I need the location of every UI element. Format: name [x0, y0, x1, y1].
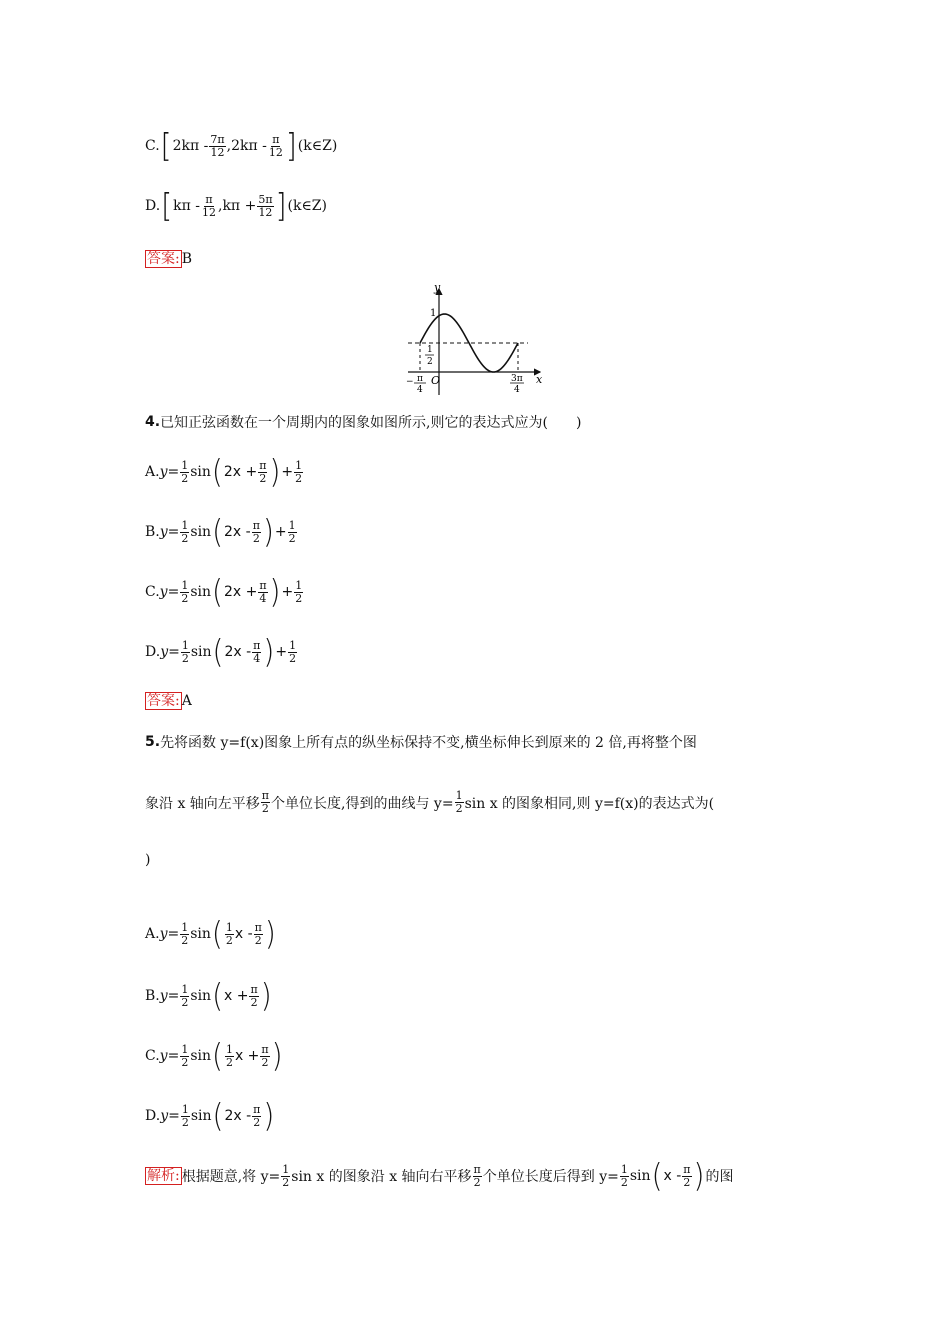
solution-label: 解析:: [147, 1168, 180, 1184]
left-tick-num: π: [417, 374, 423, 384]
half-den: 2: [427, 357, 433, 367]
y-axis-label: y: [434, 283, 441, 294]
q4-option-d: D. y= $\frac{1}{2}$ sin ( 2x - $\frac{\pi}{4}$ ) + $\frac{1}{2}$: [145, 632, 297, 671]
answer-value: B: [181, 251, 193, 267]
q5-stem-line2: 象沿 x 轴向左平移 $\frac{\pi}{2}$ 个单位长度,得到的曲线与 y= $\frac{1}{2}$ sin x 的图象相同,则 y=f(x)的表达式为(: [145, 789, 715, 815]
x-axis-label: x: [536, 373, 543, 386]
q5-option-a: A. y= $\frac{1}{2}$ sin ( $\frac{1}{2}$ x - $\frac{\pi}{2}$ ): [145, 914, 276, 953]
left-tick-sign: −: [406, 377, 414, 387]
q4-option-b: B. y= $\frac{1}{2}$ sin ( 2x - $\frac{\pi}{2}$ ) + $\frac{1}{2}$: [145, 512, 296, 551]
q4-option-a: A. y= $\frac{1}{2}$ sin ( 2x + $\frac{\pi}{2}$ ) + $\frac{1}{2}$: [145, 452, 303, 491]
left-tick-den: 4: [417, 385, 423, 395]
answer-label: 答案:: [147, 693, 180, 709]
q3-answer: [145, 250, 192, 268]
q4-answer: [145, 692, 192, 710]
sine-curve: [420, 314, 518, 372]
q4-option-c: C. y= $\frac{1}{2}$ sin ( 2x + $\frac{\pi}{4}$ ) + $\frac{1}{2}$: [145, 572, 303, 611]
y-one-label: 1: [430, 308, 437, 319]
answer-label: 答案:: [147, 251, 180, 267]
q3-option-c: C. [ 2kπ - $\frac{7\pi}{12}$ ,2kπ - $\frac{\pi}{12}$ ] (k∈Z): [145, 126, 338, 165]
origin-label: O: [431, 374, 441, 387]
q5-stem-line3: ): [145, 852, 151, 868]
q5-solution: 解析: 根据题意,将 y= $\frac{1}{2}$ sin x 的图象沿 x 轴向右平移 $\frac{\pi}{2}$ 个单位长度后得到 y= $\frac{1}{2}$ sin ( x - $\frac{\pi}{2}$ ) 的图: [147, 1156, 734, 1195]
q3-option-d: D. [ kπ - $\frac{\pi}{12}$ ,kπ + $\frac{5\pi}{12}$ ] (k∈Z): [145, 186, 327, 225]
sine-graph-figure: [400, 283, 550, 398]
answer-value: A: [181, 693, 192, 709]
q5-option-c: C. y= $\frac{1}{2}$ sin ( $\frac{1}{2}$ x + $\frac{\pi}{2}$ ): [145, 1036, 283, 1075]
half-num: 1: [427, 345, 433, 355]
right-tick-den: 4: [514, 385, 520, 395]
q5-option-d: D. y= $\frac{1}{2}$ sin ( 2x - $\frac{\pi}{2}$ ): [145, 1096, 275, 1135]
q4-stem: 4. 已知正弦函数在一个周期内的图象如图所示,则它的表达式应为( ): [145, 414, 582, 431]
right-tick-num: 3π: [511, 374, 523, 384]
q5-option-b: B. y= $\frac{1}{2}$ sin ( x + $\frac{\pi}{2}$ ): [145, 976, 272, 1015]
q5-stem-line1: 5. 先将函数 y=f(x)图象上所有点的纵坐标保持不变,横坐标伸长到原来的 2 倍,再将整个图: [145, 734, 697, 751]
